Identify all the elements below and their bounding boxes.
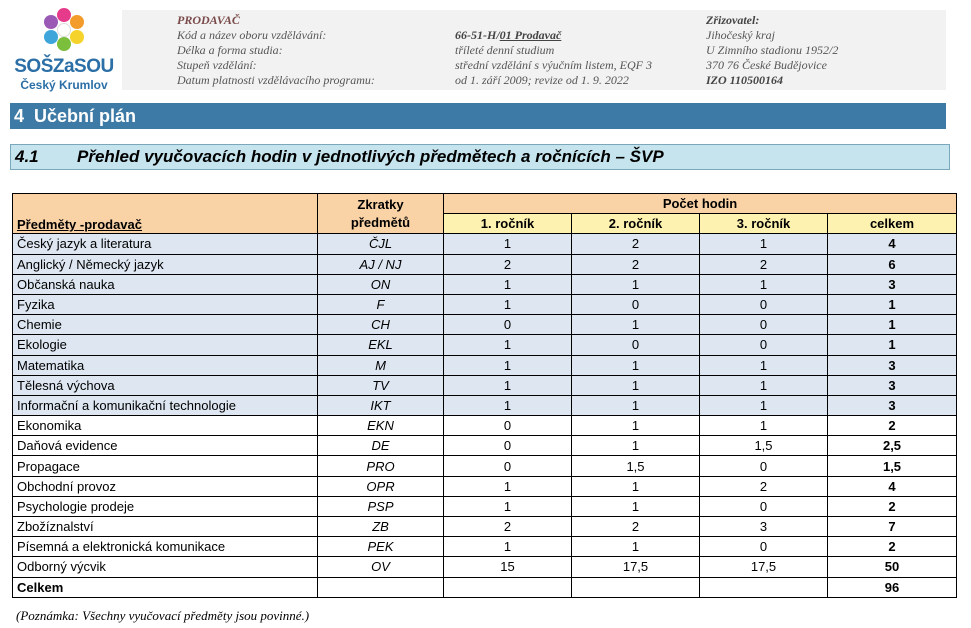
subject-abbr: OPR <box>318 476 444 496</box>
curriculum-table <box>12 193 957 598</box>
hours-year-3: 17,5 <box>700 557 828 577</box>
header-label: Datum platnosti vzdělávacího programu: <box>177 73 375 87</box>
header-code: 66-51-H/01 Prodavač <box>455 28 562 42</box>
hours-year-3: 1 <box>700 274 828 294</box>
hours-year-1: 0 <box>444 416 572 436</box>
hours-year-1: 1 <box>444 395 572 415</box>
subsection-number: 4.1 <box>15 147 39 166</box>
subject-name: Daňová evidence <box>13 436 318 456</box>
flower-logo-icon <box>42 8 86 52</box>
header-label: Stupeň vzdělání: <box>177 58 257 72</box>
hours-total: 4 <box>828 234 957 254</box>
hours-year-2: 1,5 <box>572 456 700 476</box>
subject-name: Anglický / Německý jazyk <box>13 254 318 274</box>
hours-total: 2 <box>828 537 957 557</box>
hours-year-3: 1,5 <box>700 436 828 456</box>
table-row <box>13 315 957 335</box>
logo-city: Český Krumlov <box>20 78 108 92</box>
subject-abbr: ON <box>318 274 444 294</box>
subject-name: Informační a komunikační technologie <box>13 395 318 415</box>
subject-abbr: IKT <box>318 395 444 415</box>
hours-year-3: 0 <box>700 335 828 355</box>
hours-year-3: 1 <box>700 234 828 254</box>
hours-year-2: 1 <box>572 476 700 496</box>
hours-year-2: 0 <box>572 335 700 355</box>
hours-year-2: 1 <box>572 395 700 415</box>
subject-abbr: CH <box>318 315 444 335</box>
hours-total: 1 <box>828 315 957 335</box>
abbr-header: Zkratky předmětů <box>318 194 444 234</box>
subject-abbr: AJ / NJ <box>318 254 444 274</box>
table-body <box>13 234 957 577</box>
subject-name: Ekonomika <box>13 416 318 436</box>
hours-year-1: 2 <box>444 517 572 537</box>
hours-year-3: 1 <box>700 395 828 415</box>
hours-year-2: 1 <box>572 496 700 516</box>
hours-year-1: 1 <box>444 355 572 375</box>
table-row <box>13 416 957 436</box>
subject-abbr: ZB <box>318 517 444 537</box>
hours-total: 2 <box>828 416 957 436</box>
footnote: (Poznámka: Všechny vyučovací předměty jsou povinné.) <box>16 608 310 623</box>
hours-total: 3 <box>828 375 957 395</box>
hours-total: 2,5 <box>828 436 957 456</box>
hours-year-3: 0 <box>700 294 828 314</box>
subject-name: Psychologie prodeje <box>13 496 318 516</box>
subject-name: Obchodní provoz <box>13 476 318 496</box>
hours-year-3: 0 <box>700 456 828 476</box>
hours-total: 4 <box>828 476 957 496</box>
subject-abbr: TV <box>318 375 444 395</box>
hours-year-1: 0 <box>444 315 572 335</box>
table-row <box>13 496 957 516</box>
hours-year-2: 1 <box>572 274 700 294</box>
subject-name: Písemná a elektronická komunikace <box>13 537 318 557</box>
subject-abbr: EKL <box>318 335 444 355</box>
hours-total: 2 <box>828 496 957 516</box>
subject-name: Propagace <box>13 456 318 476</box>
hours-year-2: 1 <box>572 355 700 375</box>
subject-abbr: PEK <box>318 537 444 557</box>
hours-year-1: 2 <box>444 254 572 274</box>
hours-year-3: 3 <box>700 517 828 537</box>
subject-name: Tělesná výchova <box>13 375 318 395</box>
hours-year-2: 2 <box>572 234 700 254</box>
subject-abbr: PSP <box>318 496 444 516</box>
hours-total: 6 <box>828 254 957 274</box>
hours-year-2: 1 <box>572 537 700 557</box>
hours-year-2: 0 <box>572 294 700 314</box>
subject-name: Matematika <box>13 355 318 375</box>
hours-year-1: 1 <box>444 375 572 395</box>
founder-label: Zřizovatel: <box>706 13 760 27</box>
subject-name: Občanská nauka <box>13 274 318 294</box>
year-header: 3. ročník <box>700 214 828 234</box>
year-header: 2. ročník <box>572 214 700 234</box>
table-row <box>13 294 957 314</box>
founder-value: Jihočeský kraj <box>706 28 775 42</box>
total-row <box>13 577 957 597</box>
subject-abbr: M <box>318 355 444 375</box>
hours-year-3: 2 <box>700 476 828 496</box>
header-labels <box>177 13 375 88</box>
hours-year-2: 1 <box>572 375 700 395</box>
subject-abbr: EKN <box>318 416 444 436</box>
hours-year-3: 1 <box>700 416 828 436</box>
document-header <box>122 10 946 90</box>
table-row <box>13 234 957 254</box>
table-row <box>13 557 957 577</box>
hours-year-1: 1 <box>444 537 572 557</box>
subject-abbr: DE <box>318 436 444 456</box>
hours-year-1: 1 <box>444 234 572 254</box>
section-title: Učební plán <box>34 106 137 126</box>
table-row <box>13 355 957 375</box>
hours-year-2: 2 <box>572 517 700 537</box>
hours-header: Počet hodin <box>444 194 957 214</box>
table-row <box>13 375 957 395</box>
subsection-heading <box>10 144 950 170</box>
hours-year-1: 15 <box>444 557 572 577</box>
subject-abbr: F <box>318 294 444 314</box>
hours-total: 50 <box>828 557 957 577</box>
hours-total: 3 <box>828 355 957 375</box>
subject-name: Ekologie <box>13 335 318 355</box>
subject-abbr: OV <box>318 557 444 577</box>
table-row <box>13 335 957 355</box>
hours-year-1: 0 <box>444 456 572 476</box>
table-row <box>13 537 957 557</box>
subsection-title: Přehled vyučovacích hodin v jednotlivých předmětech a ročnících – ŠVP <box>77 147 664 166</box>
header-founder <box>706 13 838 88</box>
hours-year-3: 1 <box>700 375 828 395</box>
subject-abbr: ČJL <box>318 234 444 254</box>
section-number: 4 <box>14 106 25 126</box>
hours-total: 1 <box>828 294 957 314</box>
total-label: Celkem <box>13 577 318 597</box>
hours-total: 1,5 <box>828 456 957 476</box>
hours-total: 3 <box>828 395 957 415</box>
hours-year-2: 1 <box>572 315 700 335</box>
hours-year-1: 1 <box>444 496 572 516</box>
hours-year-1: 0 <box>444 436 572 456</box>
header-value: tříleté denní studium <box>455 43 555 57</box>
logo-name: SOŠZaSOU <box>14 56 114 77</box>
table-row <box>13 456 957 476</box>
subject-name: Český jazyk a literatura <box>13 234 318 254</box>
header-value: střední vzdělání s výučním listem, EQF 3 <box>455 58 652 72</box>
hours-year-2: 17,5 <box>572 557 700 577</box>
hours-year-2: 1 <box>572 436 700 456</box>
header-program: PRODAVAČ <box>177 13 240 27</box>
subject-name: Zbožíznalství <box>13 517 318 537</box>
hours-year-3: 0 <box>700 315 828 335</box>
hours-total: 3 <box>828 274 957 294</box>
subject-header: Předměty -prodavač <box>13 194 318 234</box>
hours-year-1: 1 <box>444 476 572 496</box>
total-value: 96 <box>828 577 957 597</box>
hours-year-3: 0 <box>700 537 828 557</box>
subject-name: Odborný výcvik <box>13 557 318 577</box>
header-label: Délka a forma studia: <box>177 43 283 57</box>
total-header: celkem <box>828 214 957 234</box>
hours-year-1: 1 <box>444 294 572 314</box>
table-row <box>13 517 957 537</box>
table-row <box>13 436 957 456</box>
hours-year-3: 0 <box>700 496 828 516</box>
hours-total: 7 <box>828 517 957 537</box>
header-label: Kód a název oboru vzdělávání: <box>177 28 327 42</box>
subject-name: Chemie <box>13 315 318 335</box>
table-row <box>13 395 957 415</box>
subject-name: Fyzika <box>13 294 318 314</box>
founder-value: U Zimního stadionu 1952/2 <box>706 43 839 57</box>
section-heading <box>10 103 946 129</box>
header-value: od 1. září 2009; revize od 1. 9. 2022 <box>455 73 629 87</box>
hours-year-2: 1 <box>572 416 700 436</box>
hours-year-1: 1 <box>444 274 572 294</box>
hours-year-1: 1 <box>444 335 572 355</box>
founder-izo: IZO 110500164 <box>706 73 784 87</box>
hours-year-3: 1 <box>700 355 828 375</box>
table-row <box>13 274 957 294</box>
table-row <box>13 476 957 496</box>
school-logo <box>12 6 116 92</box>
founder-value: 370 76 České Budějovice <box>706 58 827 72</box>
hours-total: 1 <box>828 335 957 355</box>
year-header: 1. ročník <box>444 214 572 234</box>
hours-year-3: 2 <box>700 254 828 274</box>
header-values <box>455 13 652 88</box>
hours-year-2: 2 <box>572 254 700 274</box>
table-row <box>13 254 957 274</box>
subject-abbr: PRO <box>318 456 444 476</box>
